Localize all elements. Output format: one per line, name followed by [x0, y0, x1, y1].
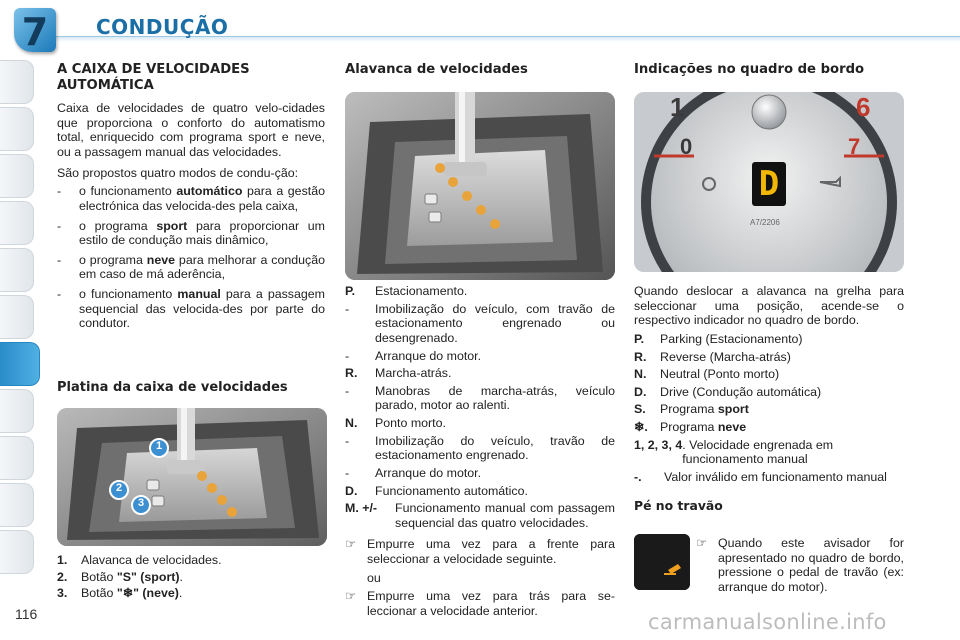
cluster-tach-0: 0	[680, 134, 693, 159]
chapter-tab-6[interactable]	[0, 295, 34, 339]
chapter-title: CONDUÇÃO	[96, 15, 229, 39]
position-item: N. Ponto morto.	[345, 416, 446, 430]
manual-note: ☞ Empurre uma vez para a frente para seleccionar a velocidade seguinte.	[345, 537, 615, 566]
chapter-number: 7	[21, 10, 49, 54]
legend-item: 3. Botão "❄" (neve).	[57, 586, 183, 601]
platina-legend	[57, 553, 325, 603]
chapter-tab-9[interactable]	[0, 436, 34, 480]
position-detail: - Arranque do motor.	[345, 348, 482, 363]
section-title-cluster: Indicações no quadro de bordo	[634, 62, 865, 77]
chapter-tab-3[interactable]	[0, 154, 34, 198]
mode-item: - o funcionamento automático para a gestão electrónica das velocida-des pela caixa,	[57, 184, 325, 213]
pointing-hand-icon: ☞	[345, 589, 357, 604]
pointing-hand-icon: ☞	[345, 537, 357, 552]
gear-lever-illustration	[345, 92, 615, 280]
section-title-brake-foot: Pé no travão	[634, 497, 723, 513]
brake-pedal-warning-light	[634, 534, 690, 590]
manual-note-or: ou	[367, 570, 381, 585]
cluster-indications-text	[634, 284, 904, 513]
modes-list	[57, 184, 325, 331]
cluster-intro: Quando deslocar a alavanca na grelha para seleccionar uma posição, acende-se o respectivo indicador no quadro de bordo.	[634, 284, 904, 328]
indicator-item: S. Programa sport	[634, 402, 749, 417]
page-number: 116	[15, 606, 38, 622]
section-title-gear-lever: Alavanca de velocidades	[345, 62, 528, 77]
cluster-indicator-list	[634, 332, 904, 485]
brake-note: ☞ Quando este avisador for apresentado no quadro de bordo, pressione o pedal de travão (ex: arranque do motor).	[696, 536, 904, 594]
cluster-tach-6: 6	[856, 92, 871, 122]
indicator-item: -. Valor inválido em funcionamento manual	[634, 469, 887, 484]
position-item: M. +/- Funcionamento manual com passagem sequencial das quatro velocidades.	[345, 501, 615, 530]
legend-item: 2. Botão "S" (sport).	[57, 569, 183, 584]
position-detail: - Manobras de marcha-atrás, veículo parado, motor ao ralenti.	[345, 383, 615, 413]
chapter-tab-11[interactable]	[0, 530, 34, 574]
gear-platina-photo	[57, 408, 327, 546]
column-cluster-indications	[634, 62, 904, 92]
chapter-badge	[14, 8, 56, 52]
intro-paragraph: Caixa de velocidades de quatro velo-cidades que proporciona o conforto do automatismo total, enriquecido com programa sport e neve, ou a passagem manual das velocidades.	[57, 101, 325, 160]
gear-lever-photo	[345, 92, 615, 280]
instrument-cluster-photo	[634, 92, 904, 272]
chapter-tab-10[interactable]	[0, 483, 34, 527]
chapter-tab-7-active[interactable]	[0, 342, 40, 386]
gear-display: D	[758, 164, 780, 204]
section-title-automatic-gearbox: A CAIXA DE VELOCIDADES AUTOMÁTICA	[57, 62, 250, 93]
chapter-tab-2[interactable]	[0, 107, 34, 151]
cluster-tach-7: 7	[848, 134, 861, 159]
gear-positions-list	[345, 284, 615, 623]
mode-item: - o programa sport para proporcionar um estilo de condução mais dinâmico,	[57, 218, 325, 248]
position-detail: - Arranque do motor.	[345, 465, 482, 480]
cluster-tach-1: 1	[670, 92, 685, 122]
watermark: carmanualsonline.info	[648, 610, 887, 634]
position-item: R. Marcha-atrás.	[345, 366, 452, 381]
callout-1: 1	[155, 440, 163, 452]
indicator-item: ❄. Programa neve	[634, 420, 747, 434]
indicator-item: P. Parking (Estacionamento)	[634, 331, 803, 346]
chapter-tab-5[interactable]	[0, 248, 34, 292]
chapter-tab-8[interactable]	[0, 389, 34, 433]
callout-3: 3	[137, 497, 145, 509]
position-item: P. Estacionamento.	[345, 284, 468, 298]
position-detail: - Imobilização do veículo, travão de estacionamento engrenado.	[345, 433, 615, 463]
modes-intro: São propostos quatro modos de condu-ção:	[57, 165, 299, 180]
indicator-item: D. Drive (Condução automática)	[634, 384, 822, 399]
column-automatic-gearbox	[57, 62, 326, 395]
indicator-item: N. Neutral (Ponto morto)	[634, 367, 780, 382]
mode-item: - o funcionamento manual para a passagem sequencial das velocida-des por parte do condutor.	[57, 287, 325, 331]
legend-item: 1. Alavanca de velocidades.	[57, 553, 222, 567]
position-detail: - Imobilização do veículo, com travão de estacionamento engrenado ou desengrenado.	[345, 301, 615, 345]
mode-item: - o programa neve para melhorar a condução em caso de má aderência,	[57, 252, 326, 282]
pointing-hand-icon: ☞	[696, 536, 708, 550]
position-item: D. Funcionamento automático.	[345, 483, 528, 498]
indicator-item: 1, 2, 3, 4 . Velocidade engrenada em funcionamento manual	[634, 437, 834, 467]
chapter-tabs	[0, 60, 40, 577]
section-title-platina: Platina da caixa de velocidades	[57, 380, 288, 395]
chapter-tab-1[interactable]	[0, 60, 34, 104]
callout-2: 2	[115, 482, 123, 494]
column-gear-lever	[345, 62, 615, 92]
foot-on-brake-icon	[634, 534, 690, 590]
gear-platina-illustration	[57, 408, 327, 546]
manual-note: ☞ Empurre uma vez para trás para se-leccionar a velocidade anterior.	[345, 589, 615, 618]
cluster-small-code: A7/2206	[750, 218, 780, 227]
snowflake-icon: ❄.	[634, 420, 648, 434]
indicator-item: R. Reverse (Marcha-atrás)	[634, 349, 791, 364]
chapter-tab-4[interactable]	[0, 201, 34, 245]
